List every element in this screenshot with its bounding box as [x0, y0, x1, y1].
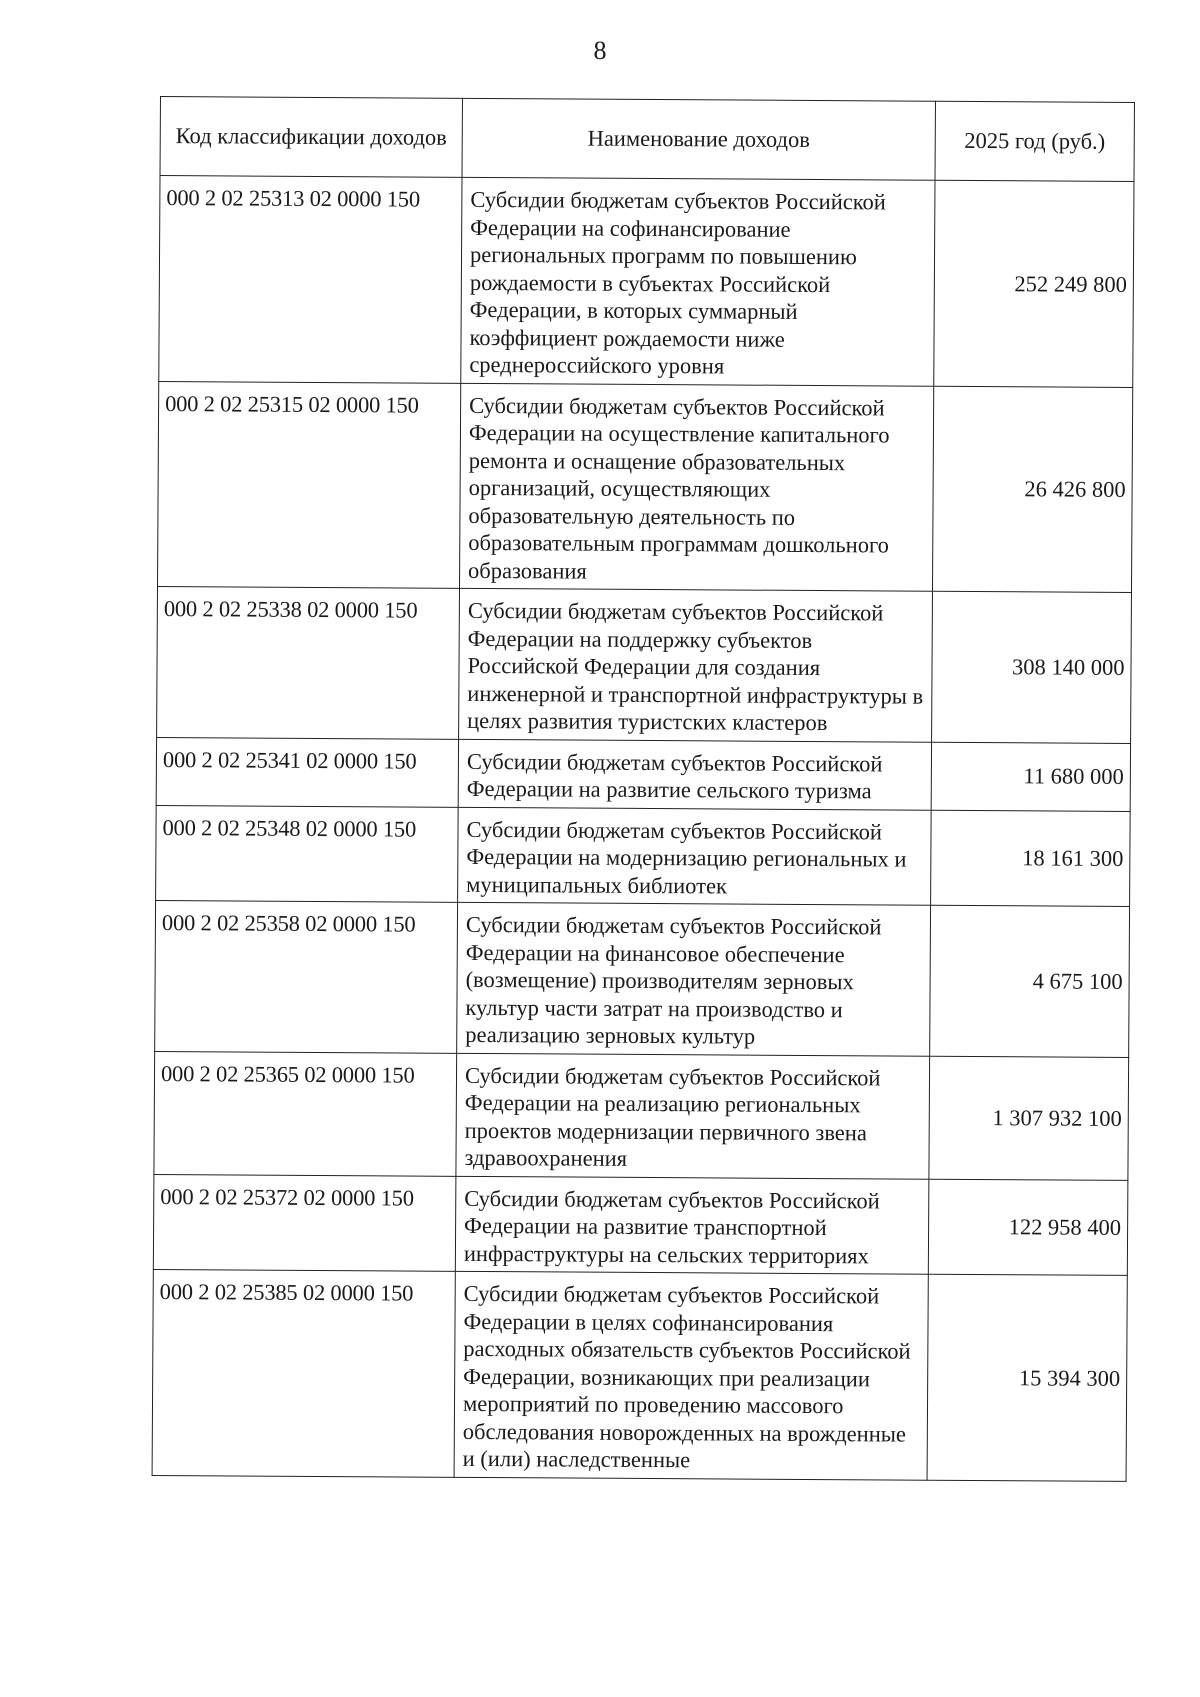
table-row [154, 1051, 1129, 1180]
income-name: Субсидии бюджетам субъектов Российской Федерации в целях софинансирования расходных обязательств субъектов Российской Федерации, возникающих при реализации мероприятий по проведению массового обследования новорожденных на врожденные и (или) наследственные [454, 1271, 928, 1479]
header-amount: 2025 год (руб.) [935, 101, 1134, 181]
income-name: Субсидии бюджетам субъектов Российской Федерации на модернизацию региональных и муниципальных библиотек [458, 807, 932, 905]
table-row [153, 1174, 1128, 1275]
income-code: 000 2 02 25313 02 0000 150 [159, 176, 462, 383]
income-amount: 4 675 100 [930, 905, 1130, 1057]
income-amount: 26 426 800 [932, 386, 1132, 593]
table-row [156, 737, 1130, 811]
income-code: 000 2 02 25348 02 0000 150 [156, 805, 459, 902]
table-header-row [160, 97, 1134, 182]
income-code: 000 2 02 25341 02 0000 150 [156, 737, 458, 807]
income-name: Субсидии бюджетам субъектов Российской Федерации на финансовое обеспечение (возмещение) производителям зерновых культур части затрат на производство и реализацию зерновых культур [457, 902, 931, 1055]
income-amount: 122 958 400 [928, 1179, 1128, 1276]
income-code: 000 2 02 25372 02 0000 150 [153, 1174, 456, 1271]
income-table-container [152, 96, 1134, 1481]
income-code: 000 2 02 25358 02 0000 150 [155, 900, 458, 1052]
income-amount: 1 307 932 100 [929, 1056, 1129, 1180]
income-name: Субсидии бюджетам субъектов Российской Федерации на поддержку субъектов Российской Федерации для создания инженерной и транспортной инфраструктуры в целях развития туристских кластеров [459, 588, 933, 741]
table-row [159, 176, 1134, 387]
header-name: Наименование доходов [462, 98, 935, 180]
table-row [158, 381, 1133, 592]
income-code: 000 2 02 25365 02 0000 150 [154, 1051, 457, 1176]
table-row [156, 805, 1131, 906]
income-name: Субсидии бюджетам субъектов Российской Федерации на реализацию региональных проектов модернизации первичного звена здравоохранения [456, 1053, 930, 1179]
page-number: 8 [593, 36, 607, 65]
income-code: 000 2 02 25385 02 0000 150 [152, 1269, 455, 1476]
income-amount: 308 140 000 [932, 591, 1132, 743]
header-code: Код классификации доходов [160, 97, 462, 178]
income-amount: 252 249 800 [934, 180, 1134, 387]
income-amount: 18 161 300 [931, 810, 1131, 907]
income-amount: 15 394 300 [927, 1274, 1127, 1481]
income-table [152, 96, 1135, 1481]
income-name: Субсидии бюджетам субъектов Российской Федерации на осуществление капитального ремонта и оснащение образовательных организаций, осуществляющих образовательную деятельность по образовательным программам дошкольного образования [459, 383, 933, 591]
table-row [157, 586, 1132, 742]
income-name: Субсидии бюджетам субъектов Российской Федерации на софинансирование региональных программ по повышению рождаемости в субъектах Российской Федерации, в которых суммарный коэффициент рождаемости ниже среднероссийского уровня [461, 177, 935, 385]
income-code: 000 2 02 25315 02 0000 150 [158, 381, 461, 588]
income-amount: 11 680 000 [931, 742, 1130, 811]
income-name: Субсидии бюджетам субъектов Российской Федерации на развитие сельского туризма [458, 739, 931, 810]
income-name: Субсидии бюджетам субъектов Российской Федерации на развитие транспортной инфраструктуры на сельских территориях [455, 1176, 929, 1274]
income-code: 000 2 02 25338 02 0000 150 [157, 586, 460, 738]
table-row [155, 900, 1130, 1056]
table-row [152, 1269, 1127, 1480]
